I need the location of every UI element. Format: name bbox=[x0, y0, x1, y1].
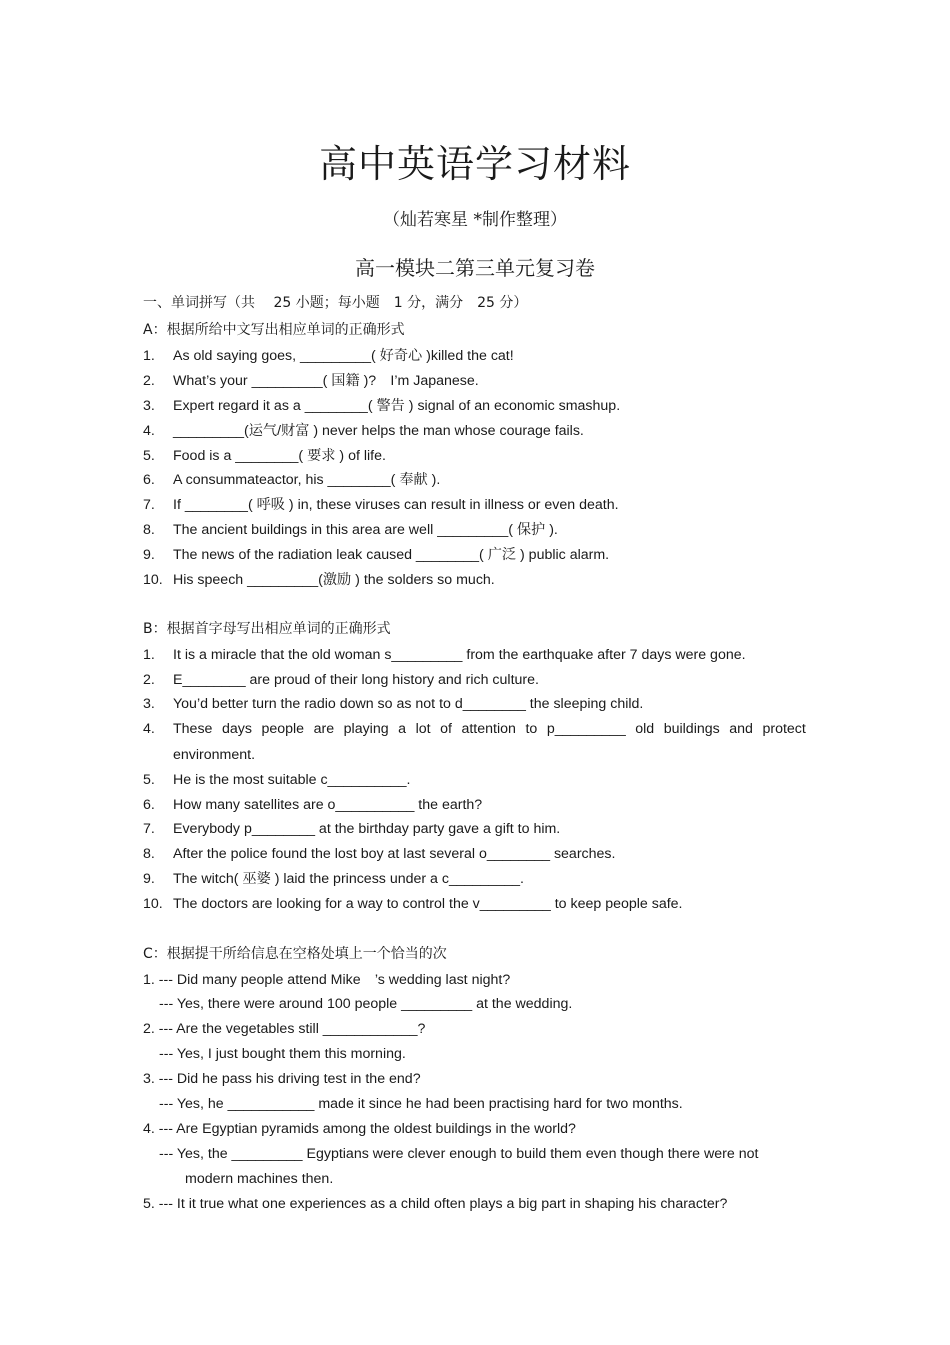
word: These bbox=[173, 721, 213, 737]
question-number: 9. bbox=[143, 871, 155, 887]
question-number: 3. bbox=[143, 696, 155, 712]
question-number: 1. bbox=[143, 647, 155, 663]
question-a4 bbox=[143, 422, 813, 440]
dialogue-c3-question: 3. --- Did he pass his driving test in the end? bbox=[143, 1071, 421, 1087]
question-number: 2. bbox=[143, 672, 155, 688]
question-b10 bbox=[143, 895, 813, 913]
question-text: The ancient buildings in this area are well _________( 保护 ). bbox=[173, 522, 558, 538]
question-b2 bbox=[143, 671, 813, 689]
question-number: 3. bbox=[143, 398, 155, 414]
question-number: 6. bbox=[143, 472, 155, 488]
word: buildings bbox=[663, 721, 720, 737]
question-number: 7. bbox=[143, 497, 155, 513]
question-a6 bbox=[143, 471, 813, 489]
question-a3 bbox=[143, 397, 813, 415]
question-b7 bbox=[143, 820, 813, 838]
question-text: After the police found the lost boy at last several o________ searches. bbox=[173, 846, 616, 862]
question-number: 9. bbox=[143, 547, 155, 563]
question-text: environment. bbox=[173, 747, 256, 763]
page-subtitle: （灿若寒星 *制作整理） bbox=[383, 210, 567, 230]
question-text-justified bbox=[173, 720, 806, 738]
word: and bbox=[729, 721, 753, 737]
section-c-heading: C：根据提干所给信息在空格处填上一个恰当的次 bbox=[143, 946, 447, 962]
question-number: 5. bbox=[143, 448, 155, 464]
question-text: If ________( 呼吸 ) in, these viruses can result in illness or even death. bbox=[173, 497, 619, 513]
part1-heading: 一、单词拼写（共 25 小题；每小题 1 分，满分 25 分） bbox=[143, 295, 528, 311]
question-b4-continuation bbox=[143, 746, 813, 764]
question-a1 bbox=[143, 347, 813, 365]
word: of bbox=[440, 721, 452, 737]
question-text: He is the most suitable c__________. bbox=[173, 772, 411, 788]
question-text: Food is a ________( 要求 ) of life. bbox=[173, 448, 386, 464]
dialogue-c1-answer: --- Yes, there were around 100 people _________ at the wedding. bbox=[159, 996, 573, 1012]
dialogue-c3-answer: --- Yes, he ___________ made it since he had been practising hard for two months. bbox=[159, 1096, 683, 1112]
question-number: 5. bbox=[143, 772, 155, 788]
question-number: 4. bbox=[143, 423, 155, 439]
question-number: 8. bbox=[143, 846, 155, 862]
question-text: A consummateactor, his ________( 奉献 ). bbox=[173, 472, 441, 488]
question-text: His speech _________(激励 ) the solders so much. bbox=[173, 572, 495, 588]
page-title: 高中英语学习材料 bbox=[318, 142, 631, 186]
question-a9 bbox=[143, 546, 813, 564]
question-number: 8. bbox=[143, 522, 155, 538]
question-text: It is a miracle that the old woman s_________ from the earthquake after 7 days were gone. bbox=[173, 647, 746, 663]
question-text: Expert regard it as a ________( 警告 ) signal of an economic smashup. bbox=[173, 398, 621, 414]
dialogue-c2-answer: --- Yes, I just bought them this morning. bbox=[159, 1046, 406, 1062]
question-number: 6. bbox=[143, 797, 155, 813]
dialogue-c1-question: 1. --- Did many people attend Mike ’s wedding last night? bbox=[143, 972, 511, 988]
dialogue-c4-answer: --- Yes, the _________ Egyptians were clever enough to build them even though there were not bbox=[159, 1146, 759, 1162]
question-a8 bbox=[143, 521, 813, 539]
word: days bbox=[221, 721, 252, 737]
question-b8 bbox=[143, 845, 813, 863]
word: playing bbox=[343, 721, 389, 737]
dialogue-c4-answer-continuation: modern machines then. bbox=[185, 1171, 334, 1187]
question-number: 1. bbox=[143, 348, 155, 364]
word: lot bbox=[415, 721, 431, 737]
question-a10 bbox=[143, 571, 813, 589]
question-text: _________(运气/财富 ) never helps the man whose courage fails. bbox=[173, 423, 584, 439]
section-a-heading: A：根据所给中文写出相应单词的正确形式 bbox=[143, 322, 405, 338]
question-text: E________ are proud of their long history and rich culture. bbox=[173, 672, 539, 688]
question-b4 bbox=[143, 720, 813, 738]
word: p_________ bbox=[546, 721, 626, 737]
question-b5 bbox=[143, 771, 813, 789]
section-b-heading: B：根据首字母写出相应单词的正确形式 bbox=[143, 621, 391, 637]
question-text: The doctors are looking for a way to control the v_________ to keep people safe. bbox=[173, 896, 683, 912]
question-number: 2. bbox=[143, 373, 155, 389]
word: old bbox=[635, 721, 655, 737]
question-b3 bbox=[143, 695, 813, 713]
question-text: You’d better turn the radio down so as not to d________ the sleeping child. bbox=[173, 696, 644, 712]
question-a5 bbox=[143, 447, 813, 465]
question-text: The witch( 巫婆 ) laid the princess under a c_________. bbox=[173, 871, 524, 887]
question-a2 bbox=[143, 372, 813, 390]
question-number: 10. bbox=[143, 896, 163, 912]
question-text: As old saying goes, _________( 好奇心 )killed the cat! bbox=[173, 348, 514, 364]
question-number: 4. bbox=[143, 721, 155, 737]
question-b9 bbox=[143, 870, 813, 888]
word: protect bbox=[762, 721, 806, 737]
question-text: The news of the radiation leak caused ________( 广泛 ) public alarm. bbox=[173, 547, 610, 563]
question-number: 7. bbox=[143, 821, 155, 837]
question-text: What’s your _________( 国籍 )? I’m Japanese. bbox=[173, 373, 479, 389]
question-b1 bbox=[143, 646, 813, 664]
question-a7 bbox=[143, 496, 813, 514]
question-text: How many satellites are o__________ the earth? bbox=[173, 797, 483, 813]
dialogue-c4-question: 4. --- Are Egyptian pyramids among the oldest buildings in the world? bbox=[143, 1121, 576, 1137]
question-text: Everybody p________ at the birthday party gave a gift to him. bbox=[173, 821, 561, 837]
question-b6 bbox=[143, 796, 813, 814]
question-number: 10. bbox=[143, 572, 163, 588]
dialogue-c5-question: 5. --- It it true what one experiences as a child often plays a big part in shaping his character? bbox=[143, 1196, 728, 1212]
word: to bbox=[525, 721, 538, 737]
word: people bbox=[261, 721, 305, 737]
paper-title: 高一模块二第三单元复习卷 bbox=[355, 256, 595, 280]
word: a bbox=[398, 721, 407, 737]
dialogue-c2-question: 2. --- Are the vegetables still ____________? bbox=[143, 1021, 426, 1037]
word: attention bbox=[461, 721, 516, 737]
word: are bbox=[313, 721, 335, 737]
